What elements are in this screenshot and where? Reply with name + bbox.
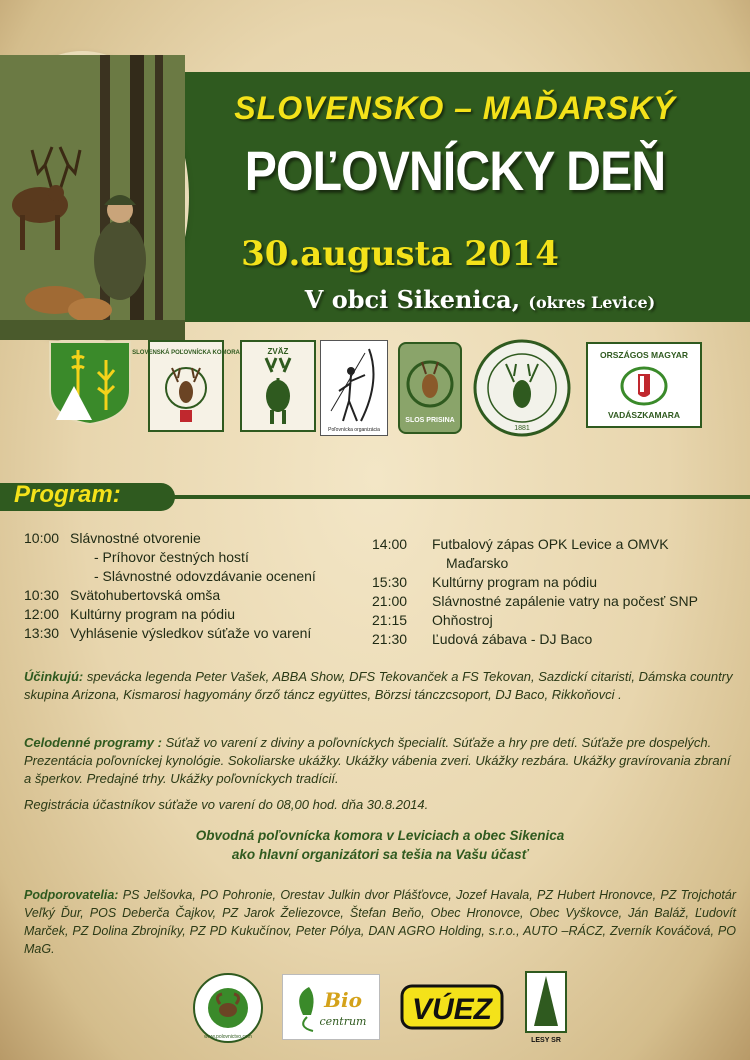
location-place: V obci Sikenica,	[304, 285, 521, 314]
schedule-item: Ohňostroj	[432, 612, 493, 628]
organizers-line2: ako hlavní organizátori sa tešia na Vašu účasť	[231, 847, 529, 862]
schedule-row	[24, 529, 374, 548]
schedule-subitem: Maďarsko	[446, 555, 509, 571]
hungarian-hunting-association-logo	[472, 338, 572, 438]
slovak-hunting-union-logo	[240, 340, 316, 432]
association-logo-year: 1881	[514, 425, 530, 432]
schedule-row	[24, 586, 374, 605]
schedule-item: Vyhlásenie výsledkov súťaže vo varení	[70, 625, 312, 641]
schedule-time: 15:30	[372, 574, 408, 590]
sponsors-text: PS Jelšovka, PO Pohronie, Orestav Julkin dvor Plášťovce, Jozef Havala, PZ Hubert Hronovce, PZ Trojchotár Veľký Ďur, POS Deberča Čajkov, PZ Jarok Želiezovce, Štefan Beňo, Obec Hronovce, Obec Vyškovce, Ján Baláž, Ľudovít Marček, PZ Dolina Zbrojníky, PZ PD Kukučínov, Peter Pólya, DAN AGRO Holding, s.r.o., AUTO –RÁCZ, Zverník Kováčová, PO MaG.	[24, 888, 736, 956]
allday-text: Súťaž vo varení z diviny a poľovníckych špecialít. Súťaže a hry pre detí. Súťaže pre dospelých. Prezentácia poľovníckej kynológie. Sokoliarske ukážky. Ukážky vábenia zveri. Ukážky rezbára. Ukážky gravírovania zbraní a šperkov. Predajné trhy. Ukážky poľovníckych tradícií.	[24, 735, 731, 786]
location-district: (okres Levice)	[528, 293, 656, 312]
sikenica-coat-of-arms-logo	[48, 340, 132, 426]
lesy-logo-text: LESY SR	[531, 1037, 561, 1044]
hungarian-hunting-chamber-logo	[586, 342, 702, 428]
slovak-hunting-chamber-logo	[132, 340, 240, 432]
event-location	[230, 285, 730, 314]
event-date: 30.augusta 2014	[241, 234, 559, 274]
bio-logo-subtext: centrum	[319, 1015, 367, 1028]
allday-label: Celodenné programy :	[24, 735, 162, 750]
schedule-time: 10:30	[24, 587, 60, 603]
union-logo-text: ZVÄZ	[267, 347, 289, 356]
bio-centrum-logo	[282, 974, 380, 1040]
vuez-logo-text: VÚEZ	[411, 993, 493, 1026]
sponsor-logos-row	[0, 970, 750, 1050]
schedule-row	[372, 535, 732, 554]
schedule-item: Kultúrny program na pódiu	[70, 606, 235, 622]
schedule-time: 21:30	[372, 631, 408, 647]
program-heading-bar	[0, 479, 750, 511]
performers-label: Účinkujú:	[24, 669, 84, 684]
schedule-right	[372, 535, 732, 649]
polovnictvo-logo	[192, 972, 264, 1044]
polovnictvo-logo-text: www.polovnictvo.com	[204, 1034, 252, 1040]
program-heading-rule	[170, 495, 750, 499]
registration-note: Registrácia účastníkov súťaže vo varení do 08,00 hod. dňa 30.8.2014.	[24, 797, 429, 812]
schedule-left	[24, 529, 374, 643]
program-heading: Program:	[14, 481, 121, 508]
schedule-item: Slávnostné zapálenie vatry na počesť SNP	[432, 593, 698, 609]
schedule-subitem: - Príhovor čestných hostí	[94, 549, 249, 565]
schedule-item: Ľudová zábava - DJ Baco	[432, 631, 593, 647]
schedule-row	[24, 624, 374, 643]
performers-paragraph	[24, 668, 736, 704]
headline-line1: SLOVENSKO – MAĎARSKÝ	[234, 90, 676, 126]
schedule-time: 10:00	[24, 530, 60, 546]
schedule-item: Slávnostné otvorenie	[70, 530, 201, 546]
slos-logo-text: SLOS PRISINA	[405, 417, 455, 424]
schedule-time: 13:30	[24, 625, 60, 641]
schedule-time: 14:00	[372, 536, 408, 552]
hunter-scene-illustration	[0, 55, 185, 340]
sponsors-label: Podporovatelia:	[24, 888, 119, 902]
hu-chamber-logo-bottom: VADÁSZKAMARA	[607, 410, 681, 420]
allday-paragraph	[24, 734, 736, 788]
schedule-row	[24, 605, 374, 624]
organizers-note	[120, 826, 640, 864]
schedule-item: Futbalový zápas OPK Levice a OMVK	[432, 536, 669, 552]
vuez-logo	[400, 984, 504, 1030]
performers-text: spevácka legenda Peter Vašek, ABBA Show, DFS Tekovanček a FS Tekovan, Sazdickí citaristi, Dámska country skupina Arizona, Kismarosi hagyomány őrző táncz együttes, Börzsi tánczcsoport, DJ Baco, Rikkoňovci .	[24, 669, 733, 702]
schedule-subitem: - Slávnostné odovzdávanie ocenení	[94, 568, 316, 584]
hunter-deer-photo	[0, 55, 185, 340]
lesy-sr-logo	[524, 970, 568, 1048]
bio-logo-text: Bio	[324, 988, 362, 1012]
slos-prisina-logo	[398, 342, 462, 434]
schedule-item: Svätohubertovská omša	[70, 587, 221, 603]
schedule-time: 21:00	[372, 593, 408, 609]
hunting-organization-logo	[320, 340, 388, 436]
schedule-row	[372, 611, 732, 630]
schedule-time: 12:00	[24, 606, 60, 622]
schedule-row	[372, 630, 732, 649]
schedule-time: 21:15	[372, 612, 408, 628]
organizers-line1: Obvodná poľovnícka komora v Leviciach a obec Sikenica	[195, 828, 565, 843]
hu-chamber-logo-top: ORSZÁGOS MAGYAR	[599, 350, 689, 360]
schedule-item: Kultúrny program na pódiu	[432, 574, 597, 590]
schedule-row	[372, 573, 732, 592]
sponsors-paragraph	[24, 886, 736, 958]
headline-main: POĽOVNÍCKY DEŇ	[244, 139, 666, 202]
hunting-org-logo-text: Poľovnícka organizácia	[328, 427, 380, 433]
chamber-logo-text: SLOVENSKÁ POĽOVNÍCKA KOMORA	[132, 350, 240, 356]
partner-logos-row	[40, 338, 720, 438]
schedule-row	[372, 592, 732, 611]
